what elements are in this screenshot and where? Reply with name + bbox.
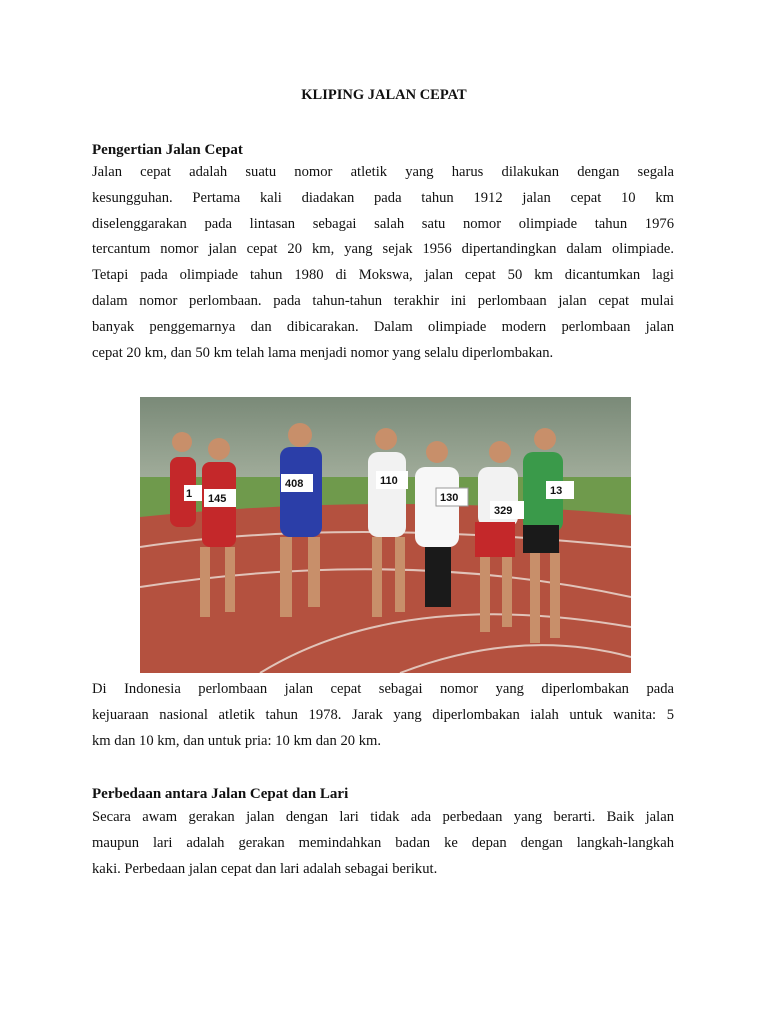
paragraph-indonesia	[92, 677, 674, 754]
text-line: Di Indonesia perlombaan jalan cepat sebagai nomor yang diperlombakan pada	[92, 681, 674, 697]
bib-label: 329	[494, 505, 513, 517]
text-line: Secara awam gerakan jalan dengan lari tidak ada perbedaan yang berarti. Baik jalan	[92, 809, 674, 825]
text-line: tercantum nomor jalan cepat 20 km, yang sejak 1956 dipertandingkan dalam olimpiade.	[92, 241, 674, 258]
bib-label: 1	[186, 488, 193, 500]
text-line: Jalan cepat adalah suatu nomor atletik yang harus dilakukan dengan segala	[92, 164, 674, 180]
bib-label: 13	[550, 485, 563, 497]
section-heading-perbedaan: Perbedaan antara Jalan Cepat dan Lari	[92, 786, 349, 802]
race-walkers-photo	[140, 397, 631, 673]
text-line: kejuaraan nasional atletik tahun 1978. Jarak yang diperlombakan ialah untuk wanita: 5	[92, 706, 674, 723]
text-line: km dan 10 km, dan untuk pria: 10 km dan 20 km.	[92, 732, 382, 749]
text-line: maupun lari adalah gerakan memindahkan badan ke depan dengan langkah-langkah	[92, 834, 674, 851]
text-line: dalam nomor perlombaan. pada tahun-tahun terakhir ini perlombaan jalan cepat mulai	[92, 292, 674, 309]
text-line: kesungguhan. Pertama kali diadakan pada tahun 1912 jalan cepat 10 km	[92, 189, 674, 206]
document-title: KLIPING JALAN CEPAT	[301, 87, 467, 103]
text-line: diselenggarakan pada lintasan sebagai salah satu nomor olimpiade tahun 1976	[92, 215, 674, 232]
bib-label: 145	[208, 493, 227, 505]
section-heading-pengertian: Pengertian Jalan Cepat	[92, 142, 243, 158]
text-line: Tetapi pada olimpiade tahun 1980 di Mokswa, jalan cepat 50 km dicantumkan lagi	[92, 267, 674, 284]
bib-label: 408	[285, 478, 304, 490]
bib-label: 110	[380, 475, 398, 487]
text-line: banyak penggemarnya dan dibicarakan. Dalam olimpiade modern perlombaan jalan	[92, 318, 674, 335]
bib-label: 130	[440, 492, 459, 504]
text-line: kaki. Perbedaan jalan cepat dan lari adalah sebagai berikut.	[92, 860, 438, 877]
paragraph-perbedaan	[92, 805, 674, 882]
text-line: cepat 20 km, dan 50 km telah lama menjadi nomor yang selalu diperlombakan.	[92, 344, 554, 361]
paragraph-pengertian	[92, 160, 674, 366]
